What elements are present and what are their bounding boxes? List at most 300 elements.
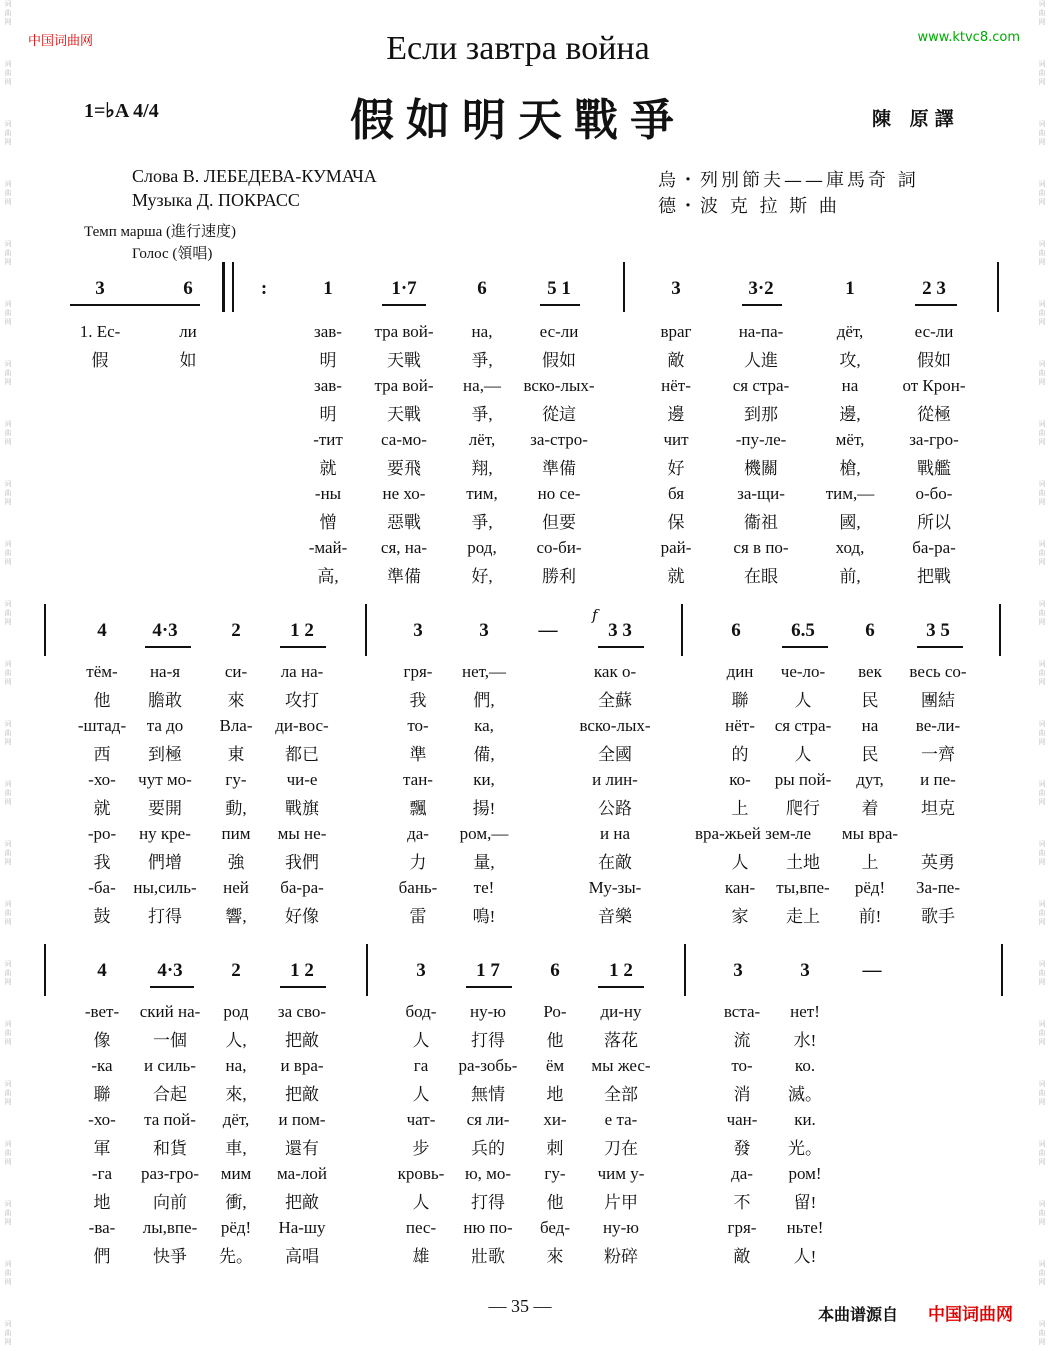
lyric-syllable: ся в по-: [733, 538, 789, 557]
lyric-syllable: 西: [93, 745, 111, 764]
lyric-syllable: та пой-: [144, 1110, 196, 1129]
lyric-syllable: 人: [794, 745, 812, 764]
side-watermark-text: 词 曲 网: [4, 540, 12, 566]
lyric-syllable: ры пой-: [774, 770, 832, 789]
lyric-syllable: 在眼: [744, 567, 778, 586]
lyric-syllable: ко.: [794, 1056, 816, 1075]
side-watermark-text: 词 曲 网: [4, 780, 12, 806]
lyric-syllable: 膽敢: [148, 691, 182, 710]
lyric-syllable: 團結: [921, 691, 955, 710]
lyric-syllable: ба-ра-: [912, 538, 956, 557]
note-beam: [917, 646, 963, 648]
lyric-syllable: зав-: [314, 376, 342, 395]
barline: [365, 604, 367, 656]
side-watermark-text: 词 曲 网: [1038, 1020, 1046, 1046]
side-watermark-text: 词 曲 网: [4, 0, 12, 26]
note-beam: [598, 646, 644, 648]
lyric-syllable: 來: [546, 1247, 564, 1266]
title-russian: Если завтра война: [386, 30, 650, 67]
lyric-syllable: ней: [223, 878, 249, 897]
composer-credit-cn: 德・波 克 拉 斯 曲: [658, 196, 840, 217]
side-watermark-text: 词 曲 网: [4, 840, 12, 866]
score-note: 6: [477, 278, 487, 299]
lyric-syllable: 流: [733, 1031, 751, 1050]
lyric-syllable: бань-: [398, 878, 438, 897]
lyric-syllable: 假如: [917, 351, 951, 370]
side-watermark-text: 词 曲 网: [4, 720, 12, 746]
lyric-syllable: 消: [733, 1085, 751, 1104]
lyric-syllable: 雄: [412, 1247, 430, 1266]
right-watermark-strip: [1034, 0, 1050, 1351]
score-note: 4·3: [157, 960, 183, 981]
score-note: 3 5: [926, 620, 950, 641]
score-note: 1 2: [290, 620, 314, 641]
lyric-syllable: ес-ли: [914, 322, 954, 341]
lyric-syllable: ню по-: [463, 1218, 513, 1237]
lyric-syllable: 滅。: [788, 1085, 822, 1104]
side-watermark-text: 词 曲 网: [4, 120, 12, 146]
side-watermark-text: 词 曲 网: [1038, 660, 1046, 686]
lyric-syllable: ма-лой: [277, 1164, 327, 1183]
note-beam: [70, 304, 200, 306]
lyric-syllable: о-бо-: [915, 484, 953, 503]
side-watermark-text: 词 曲 网: [4, 1140, 12, 1166]
lyric-syllable: 家: [731, 907, 749, 926]
lyric-syllable: и вра-: [280, 1056, 324, 1075]
lyric-syllable: -май-: [308, 538, 348, 557]
note-beam: [598, 986, 644, 988]
side-watermark-text: 词 曲 网: [1038, 360, 1046, 386]
side-watermark-text: 词 曲 网: [4, 300, 12, 326]
lyric-syllable: чут мо-: [138, 770, 192, 789]
lyric-syllable: 前,: [839, 567, 861, 586]
source-label: 本曲谱源自: [818, 1305, 899, 1324]
lyric-syllable: 無情: [471, 1085, 505, 1104]
lyric-syllable: 準: [409, 745, 427, 764]
lyric-syllable: и силь-: [144, 1056, 196, 1075]
lyric-syllable: 英勇: [921, 853, 955, 872]
lyric-syllable: вско-лых-: [523, 376, 595, 395]
lyric-syllable: 着: [861, 799, 879, 818]
lyric-syllable: За-пе-: [915, 878, 961, 897]
translator-credit: 陳 原譯: [872, 108, 960, 130]
lyric-syllable: 聯: [731, 691, 749, 710]
lyric-syllable: ки,: [473, 770, 495, 789]
score-note: 6: [865, 620, 875, 641]
lyric-syllable: 明: [319, 405, 337, 424]
lyricist-credit-ru: Слова В. ЛЕБЕДЕВА-КУМАЧА: [132, 166, 377, 186]
lyric-syllable: мы не-: [277, 824, 327, 843]
lyric-syllable: ко-: [729, 770, 751, 789]
lyric-syllable: 憎: [319, 513, 337, 532]
side-watermark-text: 词 曲 网: [1038, 60, 1046, 86]
lyric-syllable: со-би-: [536, 538, 582, 557]
lyric-syllable: 片甲: [604, 1193, 638, 1212]
lyric-syllable: на,—: [463, 376, 501, 395]
lyric-syllable: 天戰: [387, 405, 421, 424]
lyric-syllable: 力: [409, 853, 427, 872]
lyric-syllable: 刀在: [604, 1139, 638, 1158]
lyric-syllable: за-гро-: [909, 430, 959, 449]
side-watermark-text: 词 曲 网: [4, 660, 12, 686]
lyric-syllable: га: [413, 1056, 429, 1075]
lyric-syllable: 假: [91, 351, 109, 370]
lyric-syllable: зав-: [314, 322, 342, 341]
lyric-syllable: е та-: [604, 1110, 638, 1129]
barline: [623, 262, 625, 312]
lyric-syllable: 把敵: [285, 1031, 319, 1050]
lyric-syllable: 刺: [546, 1139, 564, 1158]
lyric-syllable: 翔,: [471, 459, 493, 478]
lyric-syllable: ну кре-: [139, 824, 191, 843]
lyric-syllable: 全部: [604, 1085, 638, 1104]
lyric-syllable: 向前: [153, 1193, 187, 1212]
note-beam: [150, 986, 194, 988]
lyric-syllable: 打得: [471, 1031, 505, 1050]
side-watermark-text: 词 曲 网: [1038, 780, 1046, 806]
lyric-syllable: да-: [731, 1164, 753, 1183]
lyric-syllable: бод-: [405, 1002, 437, 1021]
lyric-syllable: 到那: [744, 405, 778, 424]
lyric-syllable: 上: [731, 799, 749, 818]
barline: [366, 944, 368, 996]
side-watermark-text: 词 曲 网: [4, 600, 12, 626]
lyric-syllable: мим: [220, 1164, 252, 1183]
score-note: 1 2: [290, 960, 314, 981]
lyric-syllable: кан-: [724, 878, 756, 897]
lyric-syllable: раз-гро-: [140, 1164, 200, 1183]
lyric-syllable: нёт-: [725, 716, 755, 735]
lyric-syllable: чи-е: [286, 770, 318, 789]
composer-credit-ru: Музыка Д. ПОКРАСС: [132, 190, 300, 210]
lyric-syllable: род: [223, 1002, 249, 1021]
lyric-syllable: ди-ну: [600, 1002, 642, 1021]
tempo-marking: Темп марша (進行速度): [84, 224, 237, 240]
lyric-syllable: 好,: [471, 567, 493, 586]
lyric-syllable: 人: [731, 853, 749, 872]
lyric-syllable: тан-: [403, 770, 433, 789]
source-site: 中国词曲网: [928, 1305, 1013, 1325]
lyric-syllable: чит: [663, 430, 689, 449]
lyric-syllable: 不: [733, 1193, 751, 1212]
lyric-syllable: 人: [794, 691, 812, 710]
lyric-syllable: те!: [473, 878, 495, 897]
lyric-syllable: Му-зы-: [588, 878, 642, 897]
lyric-syllable: чан-: [726, 1110, 758, 1129]
side-watermark-text: 词 曲 网: [1038, 240, 1046, 266]
lyric-syllable: мёт,: [835, 430, 865, 449]
lyric-syllable: 人進: [744, 351, 778, 370]
lyric-syllable: 戰旗: [285, 799, 319, 818]
lyric-syllable: 鼓: [93, 907, 111, 926]
lyric-syllable: дёт,: [836, 322, 864, 341]
lyric-syllable: 前!: [858, 907, 882, 926]
lyric-syllable: 準備: [542, 459, 576, 478]
score-note: 6: [183, 278, 193, 299]
lyric-syllable: ле: [794, 824, 812, 843]
side-watermark-text: 词 曲 网: [1038, 0, 1046, 26]
lyric-syllable: дин: [726, 662, 754, 681]
lyric-syllable: нёт-: [661, 376, 691, 395]
lyric-syllable: рай-: [660, 538, 692, 557]
lyric-syllable: чим у-: [597, 1164, 645, 1183]
lyric-syllable: 保: [667, 513, 685, 532]
lyric-syllable: да-: [407, 824, 429, 843]
lyric-syllable: 就: [319, 459, 337, 478]
lyric-syllable: 假如: [542, 351, 576, 370]
lyric-syllable: 的: [731, 745, 749, 764]
lyric-syllable: 音樂: [598, 907, 632, 926]
lyric-syllable: 人!: [793, 1247, 817, 1266]
lyric-syllable: и пе-: [920, 770, 956, 789]
lyric-syllable: Ро-: [543, 1002, 567, 1021]
barline: [44, 944, 46, 996]
lyric-syllable: вста-: [723, 1002, 761, 1021]
lyric-syllable: 把敵: [285, 1085, 319, 1104]
lyric-syllable: 響,: [225, 907, 247, 926]
lyric-syllable: 東: [227, 745, 245, 764]
lyric-syllable: Вла-: [219, 716, 253, 735]
note-beam: [466, 986, 512, 988]
lyric-syllable: мы вра-: [841, 824, 899, 843]
side-watermark-text: 词 曲 网: [1038, 1080, 1046, 1106]
lyric-syllable: 好像: [285, 907, 319, 926]
score-note: 3: [733, 960, 743, 981]
lyric-syllable: 人,: [225, 1031, 247, 1050]
lyric-syllable: 敵: [733, 1247, 751, 1266]
lyric-syllable: 備,: [473, 745, 495, 764]
lyric-syllable: 光。: [788, 1139, 822, 1158]
lyric-syllable: 爬行: [786, 799, 820, 818]
lyric-syllable: 飄: [409, 799, 427, 818]
lyric-syllable: 明: [319, 351, 337, 370]
lyric-syllable: на-я: [149, 662, 181, 681]
lyric-syllable: 車,: [225, 1139, 247, 1158]
side-watermark-text: 词 曲 网: [1038, 840, 1046, 866]
lyric-syllable: 還有: [285, 1139, 319, 1158]
note-beam: [915, 304, 957, 306]
lyric-syllable: 們增: [148, 853, 182, 872]
lyric-syllable: как о-: [593, 662, 637, 681]
lyric-syllable: 他: [93, 691, 111, 710]
score-note: 1 7: [476, 960, 500, 981]
lyric-syllable: 落花: [604, 1031, 638, 1050]
lyric-syllable: 他: [546, 1193, 564, 1212]
side-watermark-text: 词 曲 网: [4, 360, 12, 386]
lyric-syllable: лы,впе-: [142, 1218, 198, 1237]
barline: [999, 604, 1001, 656]
score-note: 2: [231, 960, 241, 981]
side-watermark-text: 词 曲 网: [1038, 900, 1046, 926]
lyric-syllable: 如: [179, 351, 197, 370]
lyric-syllable: мы жес-: [591, 1056, 651, 1075]
lyric-syllable: 一個: [153, 1031, 187, 1050]
lyric-syllable: 人: [412, 1031, 430, 1050]
side-watermark-text: 词 曲 网: [4, 60, 12, 86]
lyric-syllable: 留!: [793, 1193, 817, 1212]
lyric-syllable: ход,: [835, 538, 865, 557]
lyric-syllable: 從極: [917, 405, 951, 424]
side-watermark-text: 词 曲 网: [4, 420, 12, 446]
lyric-syllable: -хо-: [88, 770, 116, 789]
lyric-syllable: 衝,: [225, 1193, 247, 1212]
side-watermark-text: 词 曲 网: [4, 1020, 12, 1046]
lyric-syllable: са-мо-: [381, 430, 427, 449]
lyric-syllable: 全蘇: [598, 691, 632, 710]
lyric-syllable: -штад-: [77, 716, 127, 735]
lyric-syllable: -ба-: [88, 878, 116, 897]
lyric-syllable: 全國: [598, 745, 632, 764]
lyric-syllable: си-: [224, 662, 248, 681]
side-watermark-text: 词 曲 网: [1038, 180, 1046, 206]
lyric-syllable: лёт,: [468, 430, 496, 449]
score-note: 3: [95, 278, 105, 299]
lyric-syllable: 地: [93, 1193, 111, 1212]
lyric-syllable: ра-зобь-: [458, 1056, 518, 1075]
lyric-syllable: ка,: [474, 716, 494, 735]
lyric-syllable: 把戰: [917, 567, 951, 586]
lyric-syllable: 準備: [387, 567, 421, 586]
lyric-syllable: ну-ю: [470, 1002, 506, 1021]
lyric-syllable: за-щи-: [737, 484, 785, 503]
barline: [232, 262, 234, 312]
lyric-syllable: вра-жьей зем-: [695, 824, 796, 843]
side-watermark-text: 词 曲 网: [1038, 420, 1046, 446]
lyric-syllable: 高唱: [285, 1247, 319, 1266]
lyric-syllable: -ка: [91, 1056, 113, 1075]
lyric-syllable: 就: [93, 799, 111, 818]
score-note: 4: [97, 620, 107, 641]
side-watermark-text: 词 曲 网: [4, 240, 12, 266]
barline: [1001, 944, 1003, 996]
note-beam: [782, 646, 828, 648]
score-note: 3: [413, 620, 423, 641]
lyric-syllable: на-па-: [738, 322, 784, 341]
voice-marking: Голос (領唱): [132, 246, 213, 262]
lyric-syllable: 量,: [473, 853, 495, 872]
lyric-syllable: ди-вос-: [275, 716, 329, 735]
lyric-syllable: 他: [546, 1031, 564, 1050]
lyric-syllable: вско-лых-: [579, 716, 651, 735]
lyric-syllable: и пом-: [278, 1110, 326, 1129]
lyric-syllable: тра вой-: [374, 376, 434, 395]
side-watermark-text: 词 曲 网: [4, 1200, 12, 1226]
side-watermark-text: 词 曲 网: [1038, 600, 1046, 626]
lyric-syllable: 惡戰: [387, 513, 421, 532]
lyric-syllable: чат-: [406, 1110, 436, 1129]
lyric-syllable: 們,: [473, 691, 495, 710]
lyric-syllable: хи-: [543, 1110, 567, 1129]
score-note: 3·2: [748, 278, 774, 299]
lyric-syllable: -ны: [314, 484, 342, 503]
lyric-syllable: на,: [225, 1056, 247, 1075]
lyric-syllable: на: [861, 716, 879, 735]
lyric-syllable: 打得: [471, 1193, 505, 1212]
lyric-syllable: от Крон-: [902, 376, 966, 395]
lyric-syllable: 地: [546, 1085, 564, 1104]
lyric-syllable: род,: [467, 538, 497, 557]
lyric-syllable: ве-ли-: [915, 716, 961, 735]
lyric-syllable: 揚!: [472, 799, 496, 818]
lyric-syllable: ла на-: [280, 662, 324, 681]
lyric-syllable: 邊: [667, 405, 685, 424]
side-watermark-text: 词 曲 网: [4, 1080, 12, 1106]
lyric-syllable: 爭,: [471, 351, 493, 370]
lyric-syllable: -га: [91, 1164, 113, 1183]
lyric-syllable: 兵的: [471, 1139, 505, 1158]
key-signature: 1=♭A 4/4: [84, 100, 159, 122]
side-watermark-text: 词 曲 网: [1038, 1320, 1046, 1346]
note-beam: [382, 304, 426, 306]
lyric-syllable: 我: [409, 691, 427, 710]
lyric-syllable: гря-: [403, 662, 433, 681]
site-watermark-right: www.ktvc8.com: [917, 30, 1020, 45]
side-watermark-text: 词 曲 网: [1038, 1200, 1046, 1226]
lyric-syllable: че-ло-: [780, 662, 826, 681]
lyric-syllable: 先。: [219, 1247, 253, 1266]
lyric-syllable: 就: [667, 567, 685, 586]
lyric-syllable: 人: [412, 1085, 430, 1104]
dynamic-marking: f: [592, 606, 598, 624]
lyric-syllable: ский на-: [139, 1002, 201, 1021]
lyric-syllable: 衞祖: [744, 513, 778, 532]
side-watermark-text: 词 曲 网: [4, 960, 12, 986]
lyric-syllable: дёт,: [222, 1110, 250, 1129]
score-note: 2: [231, 620, 241, 641]
lyric-syllable: 壯歌: [471, 1247, 505, 1266]
lyric-syllable: бед-: [539, 1218, 571, 1237]
note-beam: [280, 986, 326, 988]
lyric-syllable: 合起: [153, 1085, 187, 1104]
lyric-syllable: тра вой-: [374, 322, 434, 341]
score-note: 1 2: [609, 960, 633, 981]
lyric-syllable: 高,: [317, 567, 339, 586]
lyric-syllable: 但要: [542, 513, 576, 532]
lyric-syllable: 爭,: [471, 405, 493, 424]
lyric-syllable: рёд!: [854, 878, 886, 897]
lyric-syllable: 在敵: [598, 853, 632, 872]
note-beam: [540, 304, 580, 306]
lyric-syllable: ес-ли: [539, 322, 579, 341]
lyric-syllable: кровь-: [397, 1164, 445, 1183]
lyric-syllable: 歌手: [921, 907, 955, 926]
lyric-syllable: ся стра-: [774, 716, 832, 735]
score-note: 6: [550, 960, 560, 981]
lyric-syllable: 所以: [917, 513, 951, 532]
lyric-syllable: 戰艦: [917, 459, 951, 478]
lyric-syllable: ю, мо-: [464, 1164, 512, 1183]
score-note: 6.5: [791, 620, 815, 641]
lyric-syllable: 公路: [598, 799, 632, 818]
lyric-syllable: ся стра-: [732, 376, 790, 395]
lyric-syllable: 快爭: [153, 1247, 187, 1266]
lyric-syllable: 機關: [744, 459, 778, 478]
lyric-syllable: 打得: [148, 907, 182, 926]
lyric-syllable: 1. Ес-: [79, 322, 121, 341]
lyric-syllable: -хо-: [88, 1110, 116, 1129]
lyric-syllable: ли: [179, 322, 197, 341]
lyric-syllable: 人: [412, 1193, 430, 1212]
lyric-syllable: та до: [146, 716, 184, 735]
side-watermark-text: 词 曲 网: [1038, 960, 1046, 986]
lyric-syllable: 我們: [285, 853, 319, 872]
lyric-syllable: 要開: [148, 799, 182, 818]
side-watermark-text: 词 曲 网: [1038, 720, 1046, 746]
side-watermark-text: 词 曲 网: [1038, 1140, 1046, 1166]
lyric-syllable: нет,—: [461, 662, 507, 681]
score-note: —: [538, 620, 558, 641]
lyric-syllable: 邊,: [839, 405, 861, 424]
